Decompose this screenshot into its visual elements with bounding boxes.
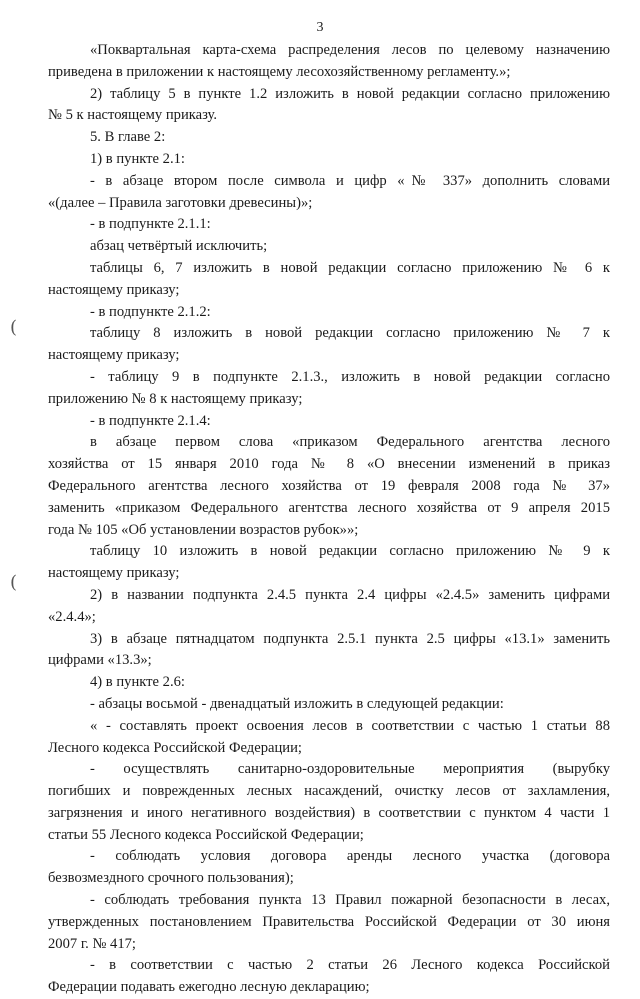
text-line: года № 105 «Об установлении возрастов рубок»»; (48, 521, 359, 538)
text-line: - в подпункте 2.1.4: (90, 412, 211, 429)
text-line: 5. В главе 2: (90, 129, 166, 146)
page-number: 3 (316, 20, 324, 35)
text-line: Лесного кодекса Российской Федерации; (48, 739, 302, 756)
text-line: погибших и поврежденных лесных насаждений, очистку лесов от захламления, (48, 783, 610, 800)
text-line: таблицы 6, 7 изложить в новой редакции согласно приложению № 6 к (90, 259, 610, 276)
text-line: - в абзаце втором после символа и цифр «№ 337» дополнить словами (90, 172, 610, 189)
text-line: настоящему приказу; (48, 565, 180, 582)
text-line: 4) в пункте 2.6: (90, 674, 185, 691)
document-body (48, 40, 610, 999)
text-line: 2) таблицу 5 в пункте 1.2 изложить в новой редакции согласно приложению (90, 85, 610, 102)
text-line: заменить «приказом Федерального агентства лесного хозяйства от 9 апреля 2015 (48, 499, 610, 516)
text-line: статьи 55 Лесного кодекса Российской Федерации; (48, 826, 364, 843)
text-line: 3) в абзаце пятнадцатом подпункта 2.5.1 пункта 2.5 цифры «13.1» заменить (90, 630, 610, 647)
margin-mark: ( (10, 572, 18, 593)
text-line: - осуществлять санитарно-оздоровительные мероприятия (вырубку (90, 761, 610, 778)
text-line: настоящему приказу; (48, 281, 180, 298)
text-line: безвозмездного срочного пользования); (48, 870, 294, 887)
text-line: - соблюдать требования пункта 13 Правил пожарной безопасности в лесах, (90, 892, 610, 909)
text-line: цифрами «13.3»; (48, 652, 152, 669)
text-line: «(далее – Правила заготовки древесины)»; (48, 194, 313, 211)
text-line: - в подпункте 2.1.1: (90, 216, 211, 233)
text-line: 2) в названии подпункта 2.4.5 пункта 2.4 цифры «2.4.5» заменить цифрами (90, 586, 610, 603)
text-line: Федерации подавать ежегодно лесную декларацию; (48, 979, 370, 996)
text-line: - в подпункте 2.1.2: (90, 303, 211, 320)
text-line: № 5 к настоящему приказу. (48, 107, 218, 124)
text-line: таблицу 8 изложить в новой редакции согласно приложению № 7 к (90, 325, 610, 342)
text-line: Федерального агентства лесного хозяйства от 19 февраля 2008 года № 37» (48, 477, 610, 494)
text-line: - в соответствии с частью 2 статьи 26 Лесного кодекса Российской (90, 957, 610, 974)
text-line: настоящему приказу; (48, 347, 180, 364)
text-line: - абзацы восьмой - двенадцатый изложить в следующей редакции: (90, 695, 504, 712)
text-line: абзац четвёртый исключить; (90, 238, 268, 255)
text-line: - таблицу 9 в подпункте 2.1.3., изложить в новой редакции согласно (90, 368, 610, 385)
text-line: «2.4.4»; (48, 608, 96, 625)
text-line: 1) в пункте 2.1: (90, 150, 185, 167)
text-line: в абзаце первом слова «приказом Федерального агентства лесного (90, 434, 610, 451)
text-line: загрязнения и иного негативного воздействия) в соответствии с пунктом 4 части 1 (48, 804, 610, 821)
text-line: приложению № 8 к настоящему приказу; (48, 390, 303, 407)
text-line: «Поквартальная карта-схема распределения лесов по целевому назначению (90, 42, 610, 58)
margin-mark: ( (10, 317, 18, 338)
text-line: « - составлять проект освоения лесов в соответствии с частью 1 статьи 88 (90, 717, 610, 734)
text-line: 2007 г. № 417; (48, 935, 136, 952)
text-line: хозяйства от 15 января 2010 года № 8 «О внесении изменений в приказ (48, 456, 610, 473)
text-line: приведена в приложении к настоящему лесохозяйственному регламенту.»; (48, 63, 511, 80)
text-line: утвержденных постановлением Правительства Российской Федерации от 30 июня (48, 913, 610, 930)
text-line: - соблюдать условия договора аренды лесного участка (договора (90, 848, 610, 865)
text-line: таблицу 10 изложить в новой редакции согласно приложению № 9 к (90, 543, 610, 560)
